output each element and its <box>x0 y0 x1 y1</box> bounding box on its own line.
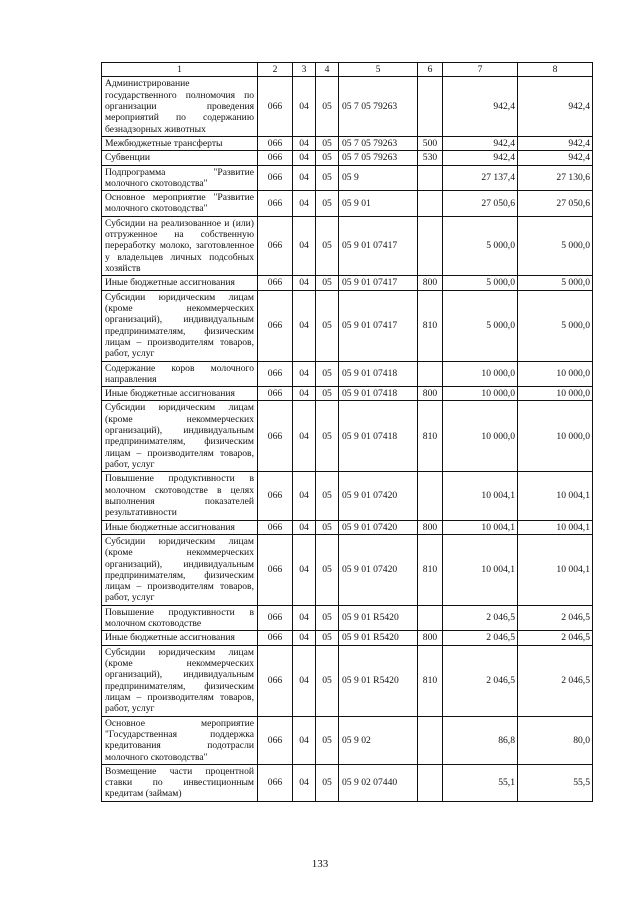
section-code-cell: 04 <box>293 77 316 137</box>
ministry-code-cell: 066 <box>258 151 293 165</box>
amount-cell: 5 000,0 <box>518 216 593 276</box>
header-cell: 6 <box>418 63 443 77</box>
amount-cell: 5 000,0 <box>518 290 593 361</box>
row-name-cell: Администрирование государственного полномочия по организации проведения мероприятий по содержанию безнадзорных животных <box>102 77 258 137</box>
subsection-code-cell: 05 <box>316 387 339 401</box>
target-article-cell: 05 9 02 07440 <box>339 764 418 801</box>
target-article-cell: 05 9 01 07417 <box>339 276 418 290</box>
amount-cell: 5 000,0 <box>443 216 518 276</box>
section-code-cell: 04 <box>293 276 316 290</box>
amount-cell: 10 004,1 <box>518 472 593 520</box>
header-cell: 5 <box>339 63 418 77</box>
row-name-cell: Содержание коров молочного направления <box>102 361 258 387</box>
subsection-code-cell: 05 <box>316 151 339 165</box>
ministry-code-cell: 066 <box>258 165 293 191</box>
expense-type-cell: 810 <box>418 645 443 716</box>
table-row <box>102 276 593 290</box>
header-cell: 4 <box>316 63 339 77</box>
table-row <box>102 605 593 631</box>
table-row <box>102 387 593 401</box>
row-name-cell: Субсидии юридическим лицам (кроме некоммерческих организаций), индивидуальным предпринимателям, физическим лицам – производителям товаров, работ, услуг <box>102 645 258 716</box>
ministry-code-cell: 066 <box>258 631 293 645</box>
ministry-code-cell: 066 <box>258 361 293 387</box>
page-number: 133 <box>311 858 329 870</box>
expense-type-cell <box>418 77 443 137</box>
amount-cell: 10 000,0 <box>443 401 518 472</box>
amount-cell: 10 000,0 <box>443 361 518 387</box>
amount-cell: 10 000,0 <box>518 361 593 387</box>
subsection-code-cell: 05 <box>316 165 339 191</box>
target-article-cell: 05 9 01 <box>339 191 418 217</box>
section-code-cell: 04 <box>293 151 316 165</box>
section-code-cell: 04 <box>293 605 316 631</box>
section-code-cell: 04 <box>293 136 316 150</box>
target-article-cell: 05 9 01 R5420 <box>339 605 418 631</box>
target-article-cell: 05 9 01 07420 <box>339 520 418 534</box>
amount-cell: 942,4 <box>443 151 518 165</box>
amount-cell: 5 000,0 <box>443 290 518 361</box>
ministry-code-cell: 066 <box>258 605 293 631</box>
target-article-cell: 05 9 01 R5420 <box>339 645 418 716</box>
ministry-code-cell: 066 <box>258 77 293 137</box>
amount-cell: 27 050,6 <box>518 191 593 217</box>
expense-type-cell: 800 <box>418 520 443 534</box>
amount-cell: 2 046,5 <box>443 645 518 716</box>
target-article-cell: 05 9 01 07418 <box>339 387 418 401</box>
table-row <box>102 191 593 217</box>
expense-type-cell <box>418 191 443 217</box>
header-cell: 7 <box>443 63 518 77</box>
expense-type-cell <box>418 716 443 764</box>
amount-cell: 27 050,6 <box>443 191 518 217</box>
amount-cell: 942,4 <box>518 151 593 165</box>
target-article-cell: 05 7 05 79263 <box>339 136 418 150</box>
row-name-cell: Субсидии на реализованное и (или) отгруженное на собственную переработку молоко, заготовленное у владельцев личных подсобных хозяйств <box>102 216 258 276</box>
section-code-cell: 04 <box>293 645 316 716</box>
subsection-code-cell: 05 <box>316 520 339 534</box>
table-row <box>102 165 593 191</box>
target-article-cell: 05 9 01 R5420 <box>339 631 418 645</box>
row-name-cell: Субвенции <box>102 151 258 165</box>
subsection-code-cell: 05 <box>316 716 339 764</box>
section-code-cell: 04 <box>293 401 316 472</box>
expense-type-cell <box>418 216 443 276</box>
subsection-code-cell: 05 <box>316 136 339 150</box>
amount-cell: 2 046,5 <box>518 631 593 645</box>
amount-cell: 10 000,0 <box>518 387 593 401</box>
ministry-code-cell: 066 <box>258 472 293 520</box>
ministry-code-cell: 066 <box>258 716 293 764</box>
expense-type-cell: 500 <box>418 136 443 150</box>
ministry-code-cell: 066 <box>258 645 293 716</box>
row-name-cell: Иные бюджетные ассигнования <box>102 276 258 290</box>
target-article-cell: 05 9 <box>339 165 418 191</box>
amount-cell: 2 046,5 <box>443 631 518 645</box>
row-name-cell: Субсидии юридическим лицам (кроме некоммерческих организаций), индивидуальным предпринимателям, физическим лицам – производителям товаров, работ, услуг <box>102 534 258 605</box>
table-header-row <box>102 63 593 77</box>
target-article-cell: 05 9 01 07418 <box>339 361 418 387</box>
expense-type-cell: 800 <box>418 631 443 645</box>
ministry-code-cell: 066 <box>258 534 293 605</box>
table-row <box>102 472 593 520</box>
ministry-code-cell: 066 <box>258 520 293 534</box>
subsection-code-cell: 05 <box>316 645 339 716</box>
subsection-code-cell: 05 <box>316 216 339 276</box>
amount-cell: 27 137,4 <box>443 165 518 191</box>
row-name-cell: Возмещение части процентной ставки по инвестиционным кредитам (займам) <box>102 764 258 801</box>
subsection-code-cell: 05 <box>316 276 339 290</box>
section-code-cell: 04 <box>293 631 316 645</box>
section-code-cell: 04 <box>293 716 316 764</box>
amount-cell: 5 000,0 <box>518 276 593 290</box>
row-name-cell: Иные бюджетные ассигнования <box>102 631 258 645</box>
table-row <box>102 361 593 387</box>
header-cell: 1 <box>102 63 258 77</box>
section-code-cell: 04 <box>293 165 316 191</box>
table-row <box>102 216 593 276</box>
section-code-cell: 04 <box>293 290 316 361</box>
amount-cell: 942,4 <box>518 136 593 150</box>
subsection-code-cell: 05 <box>316 361 339 387</box>
ministry-code-cell: 066 <box>258 191 293 217</box>
amount-cell: 55,1 <box>443 764 518 801</box>
ministry-code-cell: 066 <box>258 136 293 150</box>
table-row <box>102 631 593 645</box>
section-code-cell: 04 <box>293 361 316 387</box>
row-name-cell: Иные бюджетные ассигнования <box>102 520 258 534</box>
table-row <box>102 401 593 472</box>
table-row <box>102 151 593 165</box>
expense-type-cell: 800 <box>418 276 443 290</box>
table-row <box>102 764 593 801</box>
expense-type-cell: 810 <box>418 290 443 361</box>
subsection-code-cell: 05 <box>316 472 339 520</box>
row-name-cell: Иные бюджетные ассигнования <box>102 387 258 401</box>
section-code-cell: 04 <box>293 520 316 534</box>
header-cell: 3 <box>293 63 316 77</box>
section-code-cell: 04 <box>293 216 316 276</box>
amount-cell: 5 000,0 <box>443 276 518 290</box>
budget-table <box>101 62 593 802</box>
amount-cell: 86,8 <box>443 716 518 764</box>
subsection-code-cell: 05 <box>316 534 339 605</box>
target-article-cell: 05 9 01 07418 <box>339 401 418 472</box>
table-row <box>102 77 593 137</box>
amount-cell: 2 046,5 <box>518 645 593 716</box>
table-row <box>102 520 593 534</box>
subsection-code-cell: 05 <box>316 77 339 137</box>
amount-cell: 942,4 <box>443 136 518 150</box>
row-name-cell: Межбюджетные трансферты <box>102 136 258 150</box>
subsection-code-cell: 05 <box>316 401 339 472</box>
ministry-code-cell: 066 <box>258 216 293 276</box>
target-article-cell: 05 9 01 07420 <box>339 472 418 520</box>
table-row <box>102 290 593 361</box>
header-cell: 8 <box>518 63 593 77</box>
ministry-code-cell: 066 <box>258 401 293 472</box>
row-name-cell: Подпрограмма "Развитие молочного скотоводства" <box>102 165 258 191</box>
amount-cell: 942,4 <box>518 77 593 137</box>
expense-type-cell: 810 <box>418 401 443 472</box>
ministry-code-cell: 066 <box>258 276 293 290</box>
target-article-cell: 05 7 05 79263 <box>339 77 418 137</box>
section-code-cell: 04 <box>293 191 316 217</box>
amount-cell: 2 046,5 <box>518 605 593 631</box>
amount-cell: 55,5 <box>518 764 593 801</box>
subsection-code-cell: 05 <box>316 631 339 645</box>
row-name-cell: Основное мероприятие "Развитие молочного скотоводства" <box>102 191 258 217</box>
target-article-cell: 05 9 01 07417 <box>339 290 418 361</box>
target-article-cell: 05 9 01 07420 <box>339 534 418 605</box>
row-name-cell: Основное мероприятие "Государственная поддержка кредитования подотрасли молочного скотоводства" <box>102 716 258 764</box>
amount-cell: 10 004,1 <box>518 534 593 605</box>
section-code-cell: 04 <box>293 472 316 520</box>
amount-cell: 27 130,6 <box>518 165 593 191</box>
amount-cell: 942,4 <box>443 77 518 137</box>
amount-cell: 2 046,5 <box>443 605 518 631</box>
expense-type-cell: 530 <box>418 151 443 165</box>
target-article-cell: 05 9 01 07417 <box>339 216 418 276</box>
expense-type-cell <box>418 764 443 801</box>
amount-cell: 10 004,1 <box>443 520 518 534</box>
subsection-code-cell: 05 <box>316 191 339 217</box>
amount-cell: 10 000,0 <box>443 387 518 401</box>
row-name-cell: Повышение продуктивности в молочном скотоводстве <box>102 605 258 631</box>
ministry-code-cell: 066 <box>258 764 293 801</box>
row-name-cell: Субсидии юридическим лицам (кроме некоммерческих организаций), индивидуальным предпринимателям, физическим лицам – производителям товаров, работ, услуг <box>102 401 258 472</box>
section-code-cell: 04 <box>293 387 316 401</box>
expense-type-cell: 800 <box>418 387 443 401</box>
subsection-code-cell: 05 <box>316 605 339 631</box>
expense-type-cell <box>418 361 443 387</box>
amount-cell: 80,0 <box>518 716 593 764</box>
subsection-code-cell: 05 <box>316 290 339 361</box>
expense-type-cell <box>418 165 443 191</box>
ministry-code-cell: 066 <box>258 387 293 401</box>
section-code-cell: 04 <box>293 534 316 605</box>
subsection-code-cell: 05 <box>316 764 339 801</box>
amount-cell: 10 004,1 <box>443 534 518 605</box>
expense-type-cell <box>418 605 443 631</box>
target-article-cell: 05 9 02 <box>339 716 418 764</box>
table-row <box>102 534 593 605</box>
row-name-cell: Субсидии юридическим лицам (кроме некоммерческих организаций), индивидуальным предпринимателям, физическим лицам – производителям товаров, работ, услуг <box>102 290 258 361</box>
ministry-code-cell: 066 <box>258 290 293 361</box>
expense-type-cell: 810 <box>418 534 443 605</box>
amount-cell: 10 000,0 <box>518 401 593 472</box>
table-row <box>102 136 593 150</box>
amount-cell: 10 004,1 <box>443 472 518 520</box>
section-code-cell: 04 <box>293 764 316 801</box>
header-cell: 2 <box>258 63 293 77</box>
table-row <box>102 645 593 716</box>
table-row <box>102 716 593 764</box>
expense-type-cell <box>418 472 443 520</box>
target-article-cell: 05 7 05 79263 <box>339 151 418 165</box>
amount-cell: 10 004,1 <box>518 520 593 534</box>
row-name-cell: Повышение продуктивности в молочном скотоводстве в целях выполнения показателей результативности <box>102 472 258 520</box>
